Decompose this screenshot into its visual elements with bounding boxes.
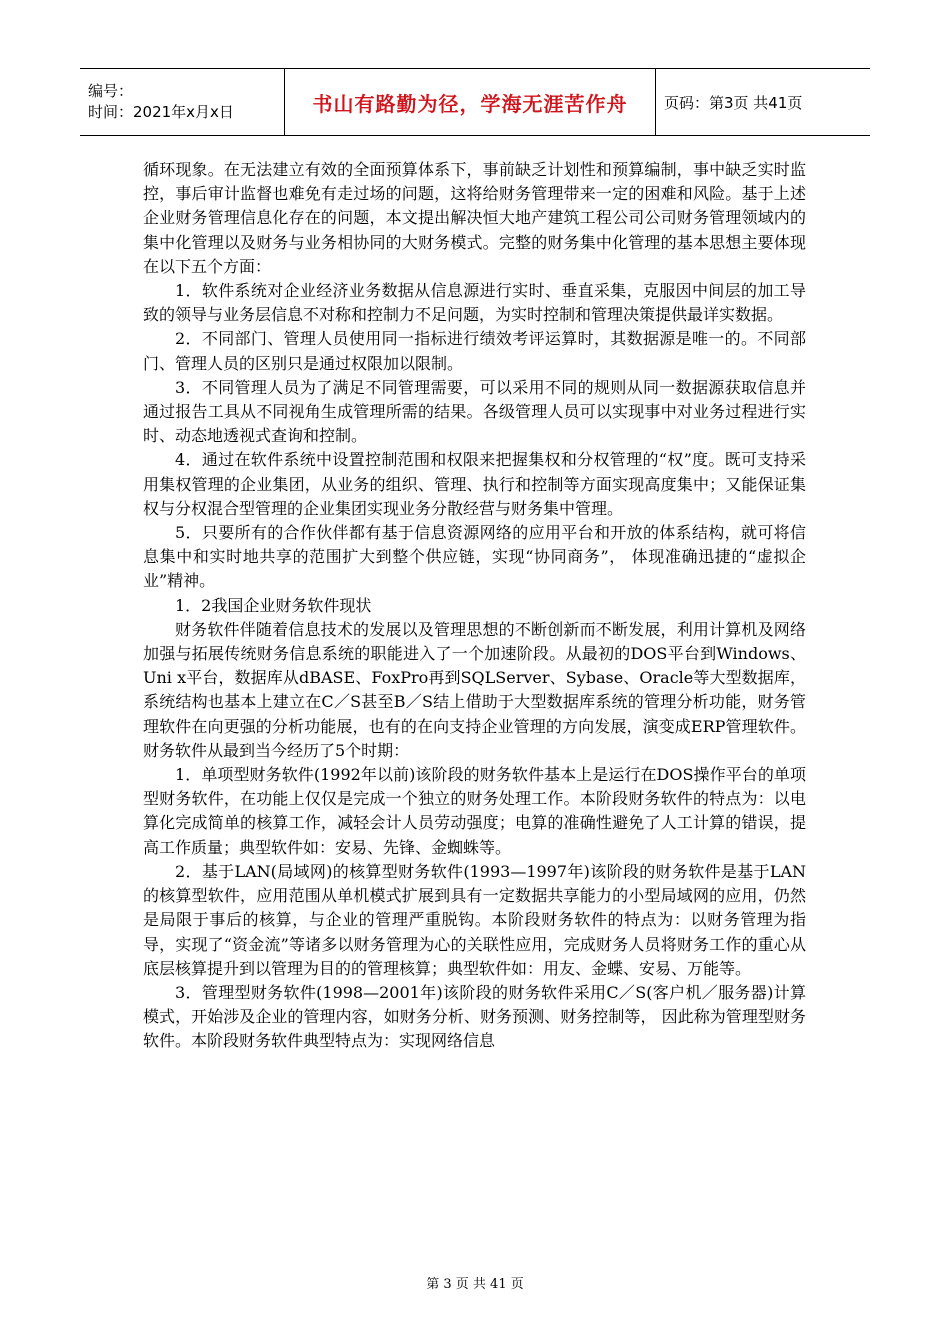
paragraph: 2．不同部门、管理人员使用同一指标进行绩效考评运算时，其数据源是唯一的。不同部门、管理人员的区别只是通过权限加以限制。 bbox=[143, 329, 806, 373]
paragraph: 循环现象。在无法建立有效的全面预算体系下，事前缺乏计划性和预算编制，事中缺乏实时监控，事后审计监督也难免有走过场的问题，这将给财务管理带来一定的困难和风险。基于上述企业财务管理信息化存在的问题，本文提出解决恒大地产建筑工程公司公司财务管理领域内的集中化管理以及财务与业务相协同的大财务模式。完整的财务集中化管理的基本思想主要体现在以下五个方面： bbox=[143, 160, 806, 276]
paragraph: 4．通过在软件系统中设置控制范围和权限来把握集权和分权管理的“权”度。既可支持采用集权管理的企业集团，从业务的组织、管理、执行和控制等方面实现高度集中；又能保证集权与分权混合型管理的企业集团实现业务分散经营与财务集中管理。 bbox=[143, 450, 806, 518]
document-body bbox=[143, 158, 806, 1054]
section-heading: 1．2我国企业财务软件现状 bbox=[175, 595, 372, 615]
document-date: 时间：2021年x月x日 bbox=[88, 103, 234, 121]
paragraph: 5．只要所有的合作伙伴都有基于信息资源网络的应用平台和开放的体系结构，就可将信息集中和实时地共享的范围扩大到整个供应链，实现“协同商务”， 体现准确迅捷的“虚拟企业”精神。 bbox=[143, 523, 806, 591]
paragraph: 财务软件伴随着信息技术的发展以及管理思想的不断创新而不断发展，利用计算机及网络加强与拓展传统财务信息系统的职能进入了一个加速阶段。从最初的DOS平台到Windows、Uni x平台，数据库从dBASE、FoxPro再到SQLServer、Sybase、Oracle等大型数据库，系统结构也基本上建立在C／S甚至B／S结上借助于大型数据库系统的管理分析功能，财务管理软件在向更强的分析功能展，也有的在向支持企业管理的方向发展，演变成ERP管理软件。财务软件从最到当今经历了5个时期： bbox=[143, 619, 806, 760]
motto-text: 书山有路勤为径，学海无涯苦作舟 bbox=[312, 91, 628, 116]
document-number-label: 编号： bbox=[88, 82, 134, 100]
paragraph: 2．基于LAN(局域网)的核算型财务软件(1993—1997年)该阶段的财务软件是基于LAN的核算型软件，应用范围从单机模式扩展到具有一定数据共享能力的小型局域网的应用，仍然是局限于事后的核算，与企业的管理严重脱钩。本阶段财务软件的特点为：以财务管理为指导，实现了“资金流”等诸多以财务管理为心的关联性应用，完成财务人员将财务工作的重心从底层核算提升到以管理为目的的管理核算；典型软件如：用友、金蝶、安易、万能等。 bbox=[143, 861, 806, 978]
paragraph: 3．管理型财务软件(1998—2001年)该阶段的财务软件采用C／S(客户机／服务器)计算模式，开始涉及企业的管理内容，如财务分析、财务预测、财务控制等， 因此称为管理型财务软件。本阶段财务软件典型特点为：实现网络信息 bbox=[143, 982, 806, 1051]
header-meta bbox=[80, 69, 284, 135]
header-page-info bbox=[656, 69, 870, 135]
page-header bbox=[80, 68, 870, 136]
page-info-text: 页码：第3页 共41页 bbox=[664, 93, 803, 112]
page-footer: 第 3 页 共 41 页 bbox=[426, 1277, 524, 1292]
paragraph: 1．单项型财务软件(1992年以前)该阶段的财务软件基本上是运行在DOS操作平台的单项型财务软件，在功能上仅仅是完成一个独立的财务处理工作。本阶段财务软件的特点为：以电算化完成简单的核算工作，减轻会计人员劳动强度；电算的准确性避免了人工计算的错误，提高工作质量；典型软件如：安易、先锋、金蜘蛛等。 bbox=[143, 765, 806, 857]
paragraph: 3．不同管理人员为了满足不同管理需要，可以采用不同的规则从同一数据源获取信息并通过报告工具从不同视角生成管理所需的结果。各级管理人员可以实现事中对业务过程进行实时、动态地透视式查询和控制。 bbox=[143, 377, 806, 446]
header-motto bbox=[284, 69, 656, 135]
paragraph: 1．软件系统对企业经济业务数据从信息源进行实时、垂直采集，克服因中间层的加工导致的领导与业务层信息不对称和控制力不足问题，为实时控制和管理决策提供最详实数据。 bbox=[143, 281, 806, 325]
